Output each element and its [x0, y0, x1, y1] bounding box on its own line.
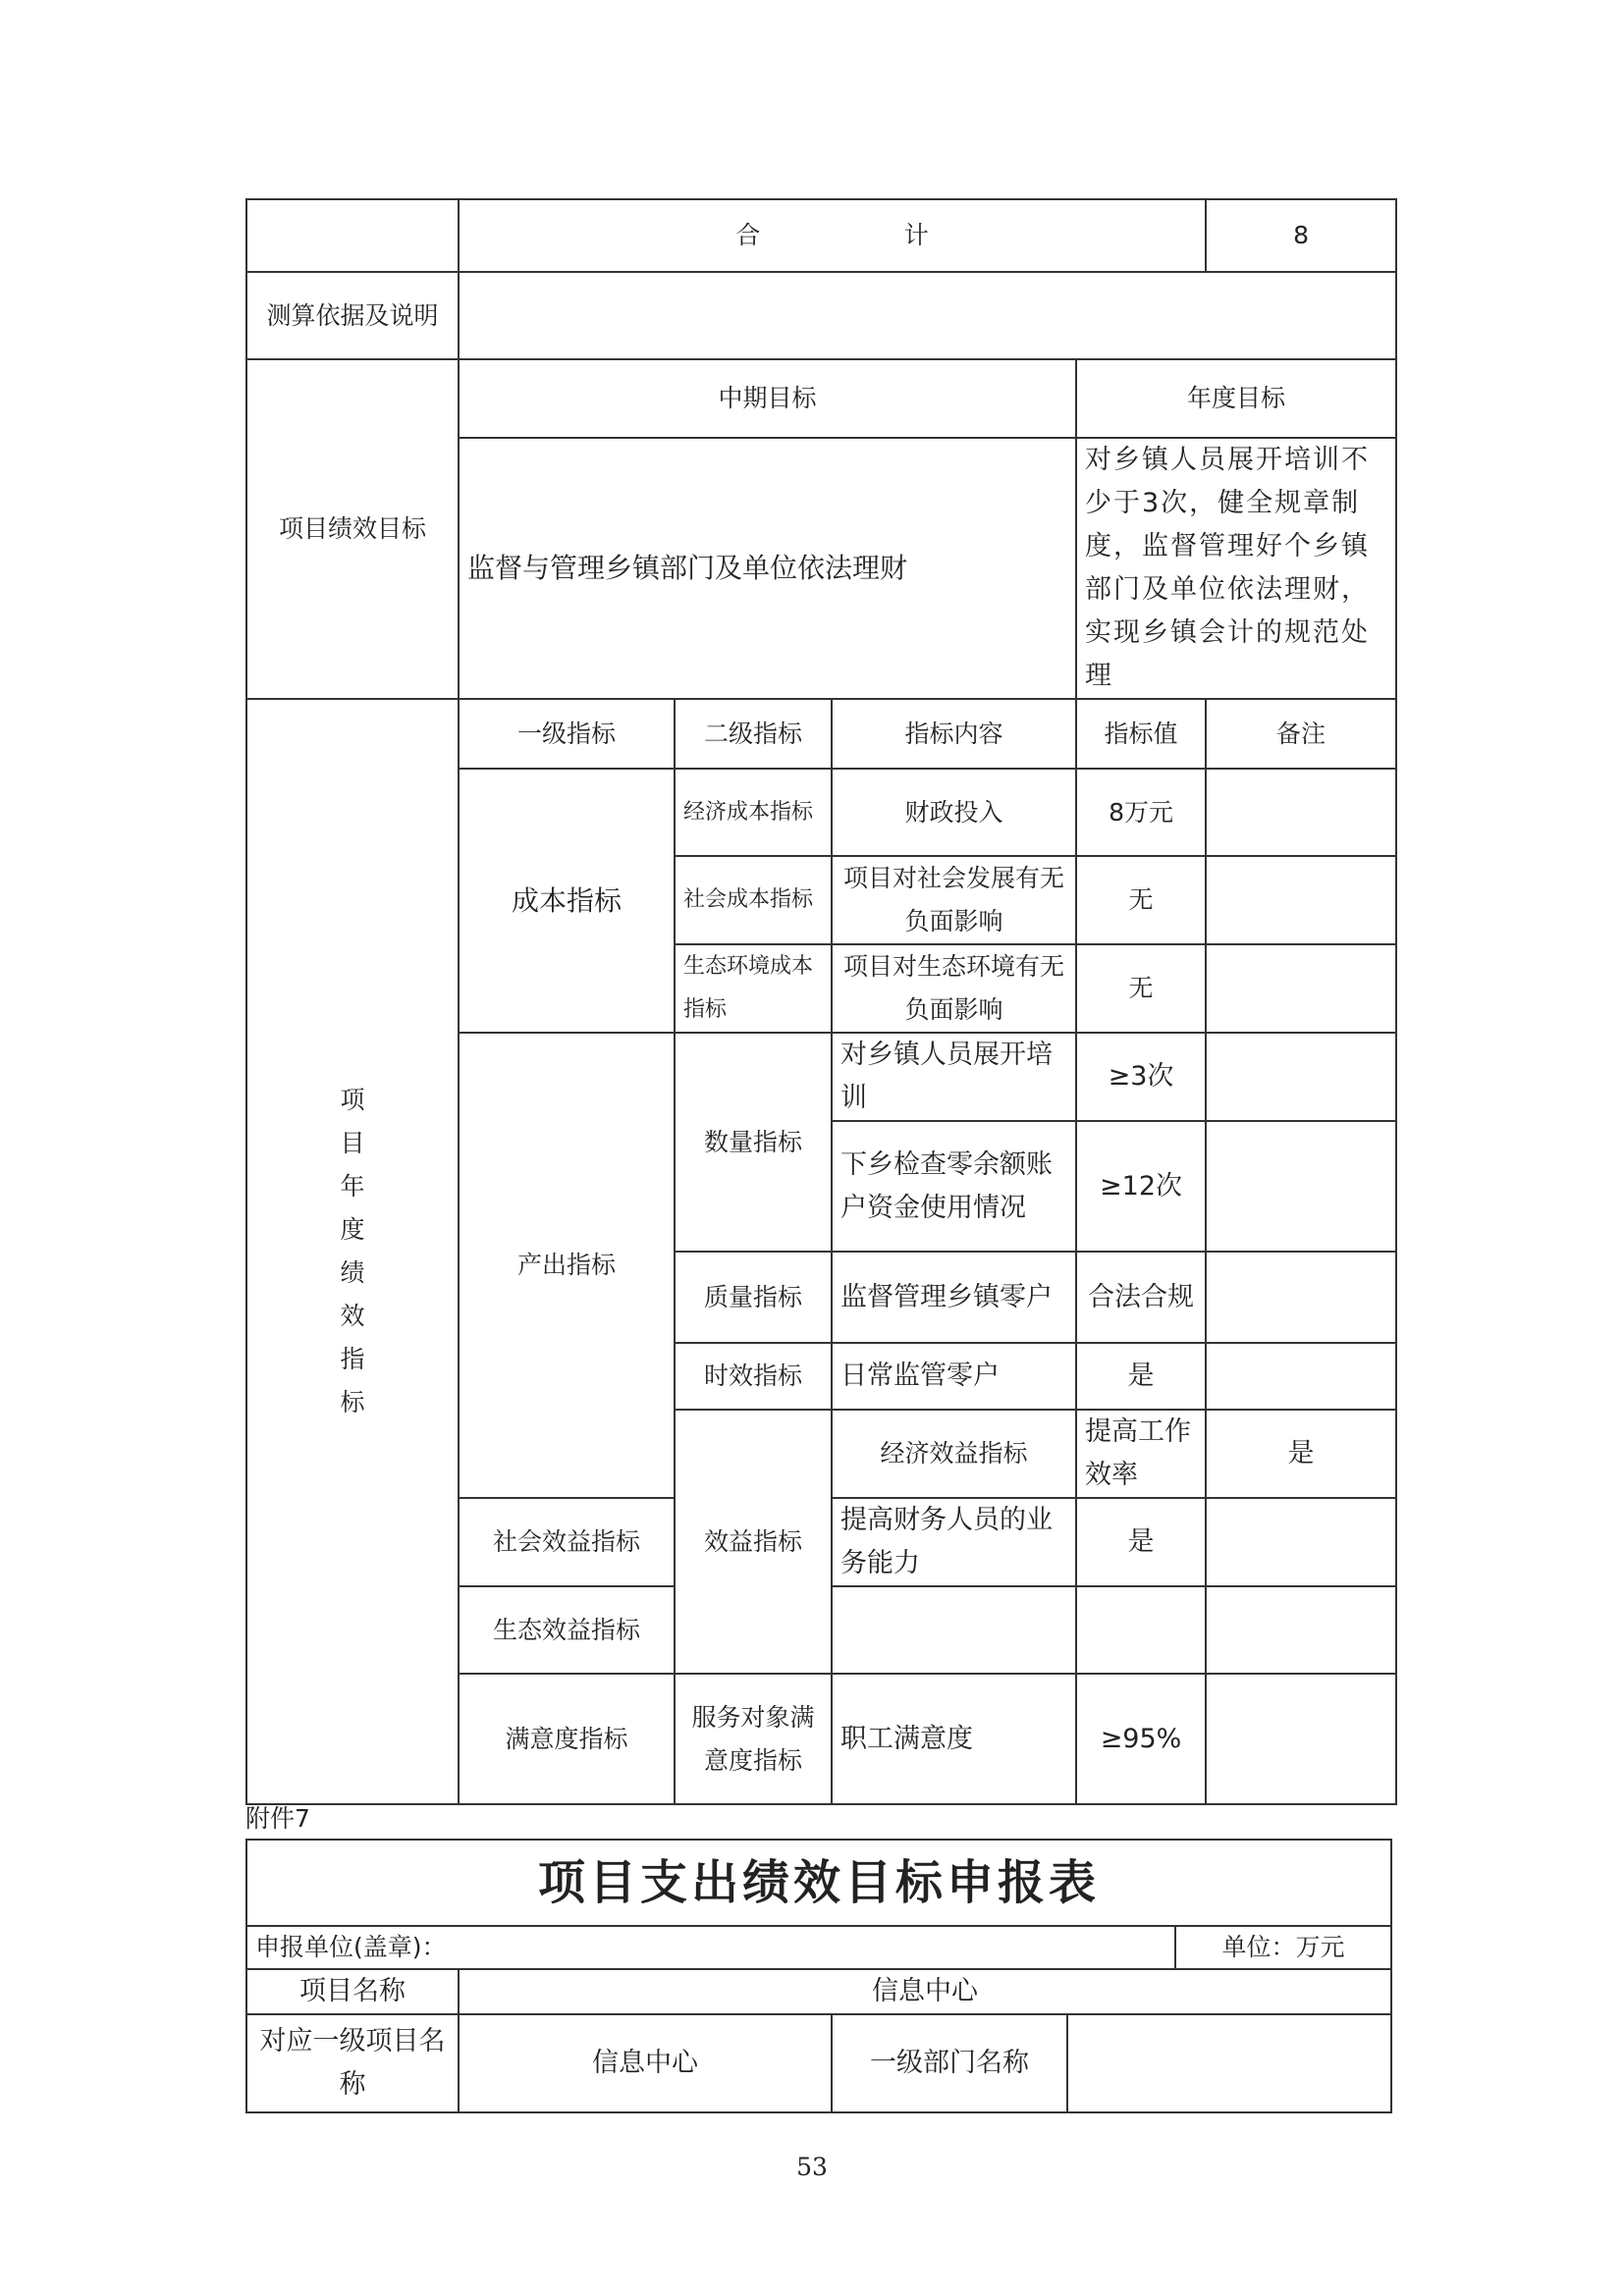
- note-cell: [1206, 1121, 1396, 1252]
- side-char: 绩: [340, 1258, 365, 1287]
- declaration-table: [245, 1839, 1392, 2113]
- output-level1: 产出指标: [459, 1033, 675, 1498]
- dept-name-value: [1067, 2014, 1391, 2112]
- value-cell: ≥12次: [1076, 1121, 1206, 1252]
- note-cell: [1206, 1252, 1396, 1343]
- level2-cell: 服务对象满意度指标: [675, 1674, 832, 1804]
- quantity-level2: 数量指标: [675, 1033, 832, 1252]
- note-cell: [1206, 1343, 1396, 1410]
- content-cell: 财政投入: [832, 769, 1076, 856]
- form-title: 项目支出绩效目标申报表: [246, 1840, 1391, 1926]
- side-char: 年: [340, 1172, 365, 1201]
- level1-project-value: 信息中心: [459, 2014, 832, 2112]
- total-label-b: 计: [903, 221, 929, 249]
- value-cell: 是: [1076, 1343, 1206, 1410]
- level2-cell: 时效指标: [675, 1343, 832, 1410]
- note-cell: [1206, 1586, 1396, 1674]
- value-cell: ≥3次: [1076, 1033, 1206, 1121]
- content-cell: 项目对社会发展有无负面影响: [832, 856, 1076, 944]
- level2-cell: 经济成本指标: [675, 769, 832, 856]
- side-char: 项: [340, 1086, 365, 1114]
- level2-cell: 社会效益指标: [459, 1498, 675, 1586]
- indicator-side-label: [246, 699, 459, 1804]
- mid-goal-text: 监督与管理乡镇部门及单位依法理财: [459, 438, 1076, 699]
- side-char: 标: [340, 1388, 365, 1416]
- value-cell: 8万元: [1076, 769, 1206, 856]
- header-value: 指标值: [1076, 699, 1206, 769]
- level2-cell: 生态环境成本指标: [675, 944, 832, 1033]
- value-cell: 无: [1076, 944, 1206, 1033]
- value-cell: 是: [1206, 1410, 1396, 1498]
- content-cell: 监督管理乡镇零户: [832, 1252, 1076, 1343]
- satisfaction-level1: 满意度指标: [459, 1674, 675, 1804]
- performance-indicator-table: [245, 198, 1397, 1805]
- mid-goal-header: 中期目标: [459, 359, 1076, 438]
- content-cell: 日常监管零户: [832, 1343, 1076, 1410]
- side-char: 度: [340, 1215, 365, 1244]
- side-char: 效: [340, 1302, 365, 1330]
- perf-goal-label: 项目绩效目标: [246, 359, 459, 699]
- declaring-unit-label: 申报单位(盖章)：: [246, 1926, 1175, 1969]
- value-cell: 无: [1076, 856, 1206, 944]
- note-cell: [1206, 1033, 1396, 1121]
- project-name-value: 信息中心: [459, 1969, 1391, 2014]
- header-level1: 一级指标: [459, 699, 675, 769]
- note-cell: [1206, 1498, 1396, 1586]
- note-cell: [1206, 769, 1396, 856]
- total-label-cell: [459, 199, 1206, 272]
- content-cell: 项目对生态环境有无负面影响: [832, 944, 1076, 1033]
- header-note: 备注: [1206, 699, 1396, 769]
- content-cell: 下乡检查零余额账户资金使用情况: [832, 1121, 1076, 1252]
- project-name-label: 项目名称: [246, 1969, 459, 2014]
- value-cell: 是: [1076, 1498, 1206, 1586]
- total-empty-cell: [246, 199, 459, 272]
- value-cell: 合法合规: [1076, 1252, 1206, 1343]
- side-char: 指: [340, 1345, 365, 1373]
- level2-cell: 质量指标: [675, 1252, 832, 1343]
- basis-label: 测算依据及说明: [246, 272, 459, 359]
- attachment-label: 附件7: [245, 1804, 310, 1833]
- level2-cell: 社会成本指标: [675, 856, 832, 944]
- content-cell: 职工满意度: [832, 1674, 1076, 1804]
- total-label-a: 合: [735, 221, 761, 249]
- note-cell: [1206, 944, 1396, 1033]
- value-cell: ≥95%: [1076, 1674, 1206, 1804]
- level1-project-label: 对应一级项目名称: [246, 2014, 459, 2112]
- value-cell: [1076, 1586, 1206, 1674]
- note-cell: [1206, 856, 1396, 944]
- basis-value: [459, 272, 1396, 359]
- side-char: 目: [340, 1129, 365, 1157]
- content-cell: 提高工作效率: [1076, 1410, 1206, 1498]
- level2-cell: 经济效益指标: [832, 1410, 1076, 1498]
- page-number: 53: [796, 2153, 828, 2181]
- content-cell: 提高财务人员的业务能力: [832, 1498, 1076, 1586]
- benefit-level1: 效益指标: [675, 1410, 832, 1674]
- content-cell: 对乡镇人员展开培训: [832, 1033, 1076, 1121]
- header-level2: 二级指标: [675, 699, 832, 769]
- annual-goal-text: 对乡镇人员展开培训不少于3次，健全规章制度，监督管理好个乡镇部门及单位依法理财，实现乡镇会计的规范处理: [1076, 438, 1396, 699]
- header-content: 指标内容: [832, 699, 1076, 769]
- annual-goal-header: 年度目标: [1076, 359, 1396, 438]
- total-value: 8: [1206, 199, 1396, 272]
- note-cell: [1206, 1674, 1396, 1804]
- currency-unit-label: 单位：万元: [1175, 1926, 1391, 1969]
- content-cell: [832, 1586, 1076, 1674]
- level2-cell: 生态效益指标: [459, 1586, 675, 1674]
- cost-level1: 成本指标: [459, 769, 675, 1033]
- dept-name-label: 一级部门名称: [832, 2014, 1067, 2112]
